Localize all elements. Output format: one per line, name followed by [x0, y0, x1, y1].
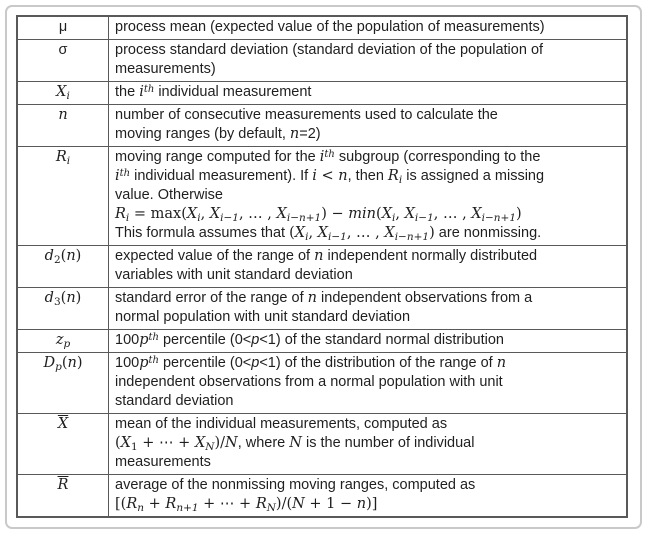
- text-run: ): [429, 225, 435, 241]
- text-run: p: [139, 332, 149, 348]
- text-run: individual measurement). If: [130, 168, 313, 184]
- text-run: , where: [237, 435, 290, 451]
- text-run: [(: [115, 496, 127, 512]
- text-run: i−1: [220, 212, 239, 224]
- description-cell: [109, 246, 628, 288]
- text-run: i: [305, 231, 309, 243]
- text-run: number of consecutive measurements used to calculate the: [115, 107, 498, 123]
- text-run: i−1: [414, 212, 434, 224]
- text-run: percentile (0<: [158, 332, 252, 348]
- text-run: This formula assumes that: [115, 225, 290, 241]
- text-run: n: [338, 168, 348, 184]
- text-run: i: [125, 212, 130, 224]
- text-run: (: [289, 225, 295, 241]
- text-run: 2: [53, 254, 61, 266]
- text-run: R: [55, 149, 67, 165]
- text-run: i: [398, 174, 403, 186]
- table-row: [17, 330, 627, 353]
- text-run: 100: [115, 332, 140, 348]
- image-border-frame: [5, 5, 642, 529]
- symbol-cell: [17, 475, 109, 518]
- text-run: measurements: [115, 454, 211, 470]
- text-run: μ: [58, 19, 68, 35]
- text-run: moving ranges (by default,: [115, 126, 290, 142]
- text-run: variables with unit standard deviation: [115, 267, 353, 283]
- notation-table-body: [17, 16, 627, 517]
- text-run: are nonmissing.: [434, 225, 542, 241]
- text-run: n: [67, 355, 77, 371]
- text-run: 100: [115, 355, 140, 371]
- text-run: measurements): [115, 61, 216, 77]
- text-run: )/: [214, 435, 225, 451]
- text-run: n+1: [176, 502, 199, 514]
- text-run: i−n+1: [481, 212, 517, 224]
- text-run: th: [143, 84, 155, 95]
- table-row: [17, 16, 627, 40]
- text-run: X: [471, 206, 482, 222]
- text-run: (: [115, 435, 121, 451]
- text-run: th: [324, 149, 335, 160]
- text-run: , … ,: [346, 225, 385, 241]
- text-run: i: [139, 84, 144, 100]
- text-run: + 1 −: [304, 496, 357, 512]
- text-run: X: [194, 435, 206, 451]
- text-run: n: [307, 290, 317, 306]
- text-run: value. Otherwise: [115, 187, 223, 203]
- text-run: i: [392, 212, 396, 224]
- text-run: ,: [395, 206, 405, 222]
- text-run: normal population with unit standard deviation: [115, 309, 411, 325]
- text-run: z: [55, 332, 64, 348]
- text-run: X: [276, 206, 287, 222]
- text-run: independent observations from a normal population with unit: [115, 374, 503, 390]
- table-row: [17, 105, 627, 147]
- text-run: X: [381, 206, 393, 222]
- text-run: R: [255, 496, 267, 512]
- text-run: n: [58, 107, 68, 123]
- description-cell: [109, 105, 628, 147]
- text-run: i: [312, 168, 317, 184]
- text-run: 1: [131, 441, 138, 453]
- table-row: [17, 82, 627, 105]
- text-run: X: [186, 206, 198, 222]
- table-row: [17, 288, 627, 330]
- text-run: X: [404, 206, 415, 222]
- text-run: ): [75, 248, 82, 264]
- text-run: i: [115, 168, 120, 184]
- text-run: X: [120, 435, 131, 451]
- table-row: [17, 414, 627, 475]
- text-run: th: [119, 168, 131, 179]
- text-run: min: [348, 206, 377, 222]
- text-run: )/(: [275, 496, 293, 512]
- text-run: ): [76, 355, 83, 371]
- text-run: ): [516, 206, 522, 222]
- text-run: subgroup (corresponding to the: [334, 149, 541, 165]
- text-run: , … ,: [433, 206, 472, 222]
- text-run: independent observations from a: [317, 290, 533, 306]
- description-cell: [109, 475, 628, 518]
- text-run: <: [316, 168, 339, 184]
- text-run: percentile (0<: [158, 355, 252, 371]
- text-run: n: [66, 290, 76, 306]
- text-run: N: [205, 441, 215, 453]
- text-run: standard deviation: [115, 393, 234, 409]
- text-run: the: [115, 84, 140, 100]
- symbol-cell: [17, 246, 109, 288]
- text-run: $\overline{R}$: [57, 477, 69, 493]
- text-run: <1) of the standard normal distribution: [259, 332, 504, 348]
- description-cell: [109, 330, 628, 353]
- text-run: + ⋯ +: [137, 435, 195, 451]
- table-row: [17, 353, 627, 414]
- text-run: R: [165, 496, 177, 512]
- text-run: p: [251, 355, 260, 371]
- text-run: p: [251, 332, 260, 348]
- text-run: i: [66, 155, 71, 167]
- text-run: R: [387, 168, 399, 184]
- text-run: $\overline{X}$: [57, 416, 69, 432]
- text-run: i−n+1: [394, 231, 430, 243]
- text-run: p: [55, 361, 62, 373]
- text-run: standard error of the range of: [115, 290, 308, 306]
- text-run: n: [356, 496, 367, 512]
- description-cell: [109, 288, 628, 330]
- text-run: n: [289, 126, 300, 142]
- text-run: average of the nonmissing moving ranges, computed as: [115, 477, 476, 493]
- text-run: ,: [200, 206, 210, 222]
- description-cell: [109, 414, 628, 475]
- text-run: ) −: [321, 206, 349, 222]
- text-run: i: [66, 90, 70, 102]
- table-row: [17, 40, 627, 82]
- text-run: n: [137, 502, 145, 514]
- text-run: i: [319, 149, 325, 165]
- text-run: N: [292, 496, 305, 512]
- text-run: expected value of the range of: [115, 248, 315, 264]
- symbol-cell: [17, 353, 109, 414]
- text-run: i−1: [327, 231, 347, 243]
- text-run: d: [44, 248, 54, 264]
- notation-table: [16, 15, 628, 518]
- description-cell: [109, 147, 628, 246]
- text-run: X: [56, 84, 67, 100]
- symbol-cell: [17, 414, 109, 475]
- text-run: moving range computed for the: [115, 149, 320, 165]
- text-run: process standard deviation (standard deviation of the population of: [115, 42, 544, 58]
- text-run: R: [115, 206, 126, 222]
- text-run: + ⋯ +: [198, 496, 256, 512]
- text-run: N: [289, 435, 302, 451]
- text-run: ): [75, 290, 82, 306]
- text-run: N: [225, 435, 238, 451]
- text-run: i: [197, 212, 201, 224]
- text-run: X: [384, 225, 395, 241]
- text-run: n: [314, 248, 324, 264]
- description-cell: [109, 40, 628, 82]
- symbol-cell: [17, 16, 109, 40]
- text-run: = max(: [129, 206, 187, 222]
- text-run: process mean (expected value of the population of measurements): [115, 19, 545, 35]
- text-run: , … ,: [238, 206, 277, 222]
- text-run: ,: [308, 225, 318, 241]
- text-run: i−n+1: [286, 212, 322, 224]
- symbol-cell: [17, 82, 109, 105]
- text-run: R: [126, 496, 138, 512]
- text-run: individual measurement: [154, 84, 312, 100]
- text-run: n: [496, 355, 507, 371]
- text-run: (: [60, 248, 67, 264]
- text-run: p: [139, 355, 149, 371]
- table-row: [17, 246, 627, 288]
- text-run: is the number of individual: [301, 435, 475, 451]
- text-run: X: [209, 206, 221, 222]
- symbol-cell: [17, 40, 109, 82]
- text-run: p: [63, 338, 71, 350]
- symbol-cell: [17, 147, 109, 246]
- text-run: independent normally distributed: [323, 248, 538, 264]
- text-run: th: [148, 355, 159, 366]
- table-row: [17, 147, 627, 246]
- description-cell: [109, 82, 628, 105]
- text-run: is assigned a missing: [402, 168, 545, 184]
- text-run: (: [60, 290, 67, 306]
- description-cell: [109, 353, 628, 414]
- table-row: [17, 475, 627, 518]
- text-run: (: [61, 355, 68, 371]
- text-run: +: [144, 496, 166, 512]
- text-run: n: [66, 248, 76, 264]
- description-cell: [109, 16, 628, 40]
- text-run: mean of the individual measurements, computed as: [115, 416, 448, 432]
- text-run: (: [376, 206, 382, 222]
- text-run: D: [43, 355, 56, 371]
- symbol-cell: [17, 105, 109, 147]
- symbol-cell: [17, 330, 109, 353]
- text-run: X: [294, 225, 306, 241]
- text-run: )]: [366, 496, 378, 512]
- text-run: N: [266, 502, 276, 514]
- text-run: <1) of the distribution of the range of: [259, 355, 497, 371]
- text-run: =2): [299, 126, 321, 142]
- text-run: , then: [347, 168, 388, 184]
- text-run: d: [44, 290, 54, 306]
- text-run: σ: [58, 42, 68, 58]
- symbol-cell: [17, 288, 109, 330]
- text-run: X: [317, 225, 328, 241]
- text-run: 3: [53, 296, 61, 308]
- text-run: th: [148, 332, 159, 343]
